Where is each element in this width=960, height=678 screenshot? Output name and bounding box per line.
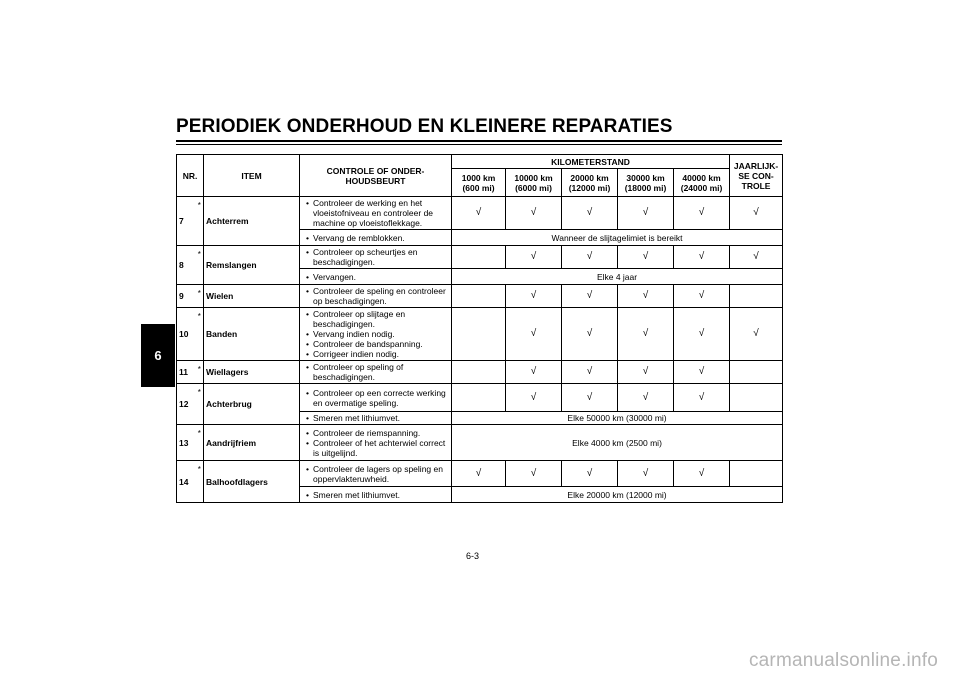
- interval-note: Elke 4 jaar: [452, 269, 783, 285]
- dealer-star-mark: *: [196, 246, 204, 285]
- task-text: Controleer de speling en controleer op beschadigingen.: [313, 286, 446, 306]
- header-km-4: 40000 km (24000 mi): [674, 169, 730, 197]
- control-tasks: [300, 425, 452, 461]
- header-nr: NR.: [177, 155, 204, 197]
- check-mark: √: [506, 197, 562, 230]
- header-km-0: 1000 km (600 mi): [452, 169, 506, 197]
- control-tasks: [300, 361, 452, 384]
- task-item: [304, 464, 449, 484]
- task-item: [304, 309, 449, 329]
- header-kilometerstand: KILOMETERSTAND: [452, 155, 730, 169]
- header-km-2: 20000 km (12000 mi): [562, 169, 618, 197]
- task-item: [304, 413, 449, 423]
- row-number: 8: [177, 246, 196, 285]
- task-text: Controleer of het achterwiel correct is uitgelijnd.: [313, 437, 446, 458]
- check-mark: √: [452, 197, 506, 230]
- check-mark: √: [562, 361, 618, 384]
- interval-note: Elke 20000 km (12000 mi): [452, 487, 783, 503]
- dealer-star-mark: *: [196, 285, 204, 308]
- row-number: 10: [177, 308, 196, 361]
- empty-cell: [730, 285, 783, 308]
- check-mark: √: [506, 461, 562, 487]
- table-row: [177, 425, 783, 461]
- task-text: Controleer de lagers op speling en oppervlakteruwheid.: [313, 463, 443, 484]
- task-text: Controleer de werking en het vloeistofniveau en controleer de machine op vloeistoflekkage.: [313, 198, 434, 228]
- row-number: 12: [177, 384, 196, 425]
- task-item: [304, 490, 449, 500]
- task-text: Corrigeer indien nodig.: [313, 349, 400, 359]
- control-tasks: [300, 412, 452, 425]
- control-tasks: [300, 461, 452, 487]
- task-item: [304, 388, 449, 408]
- empty-cell: [452, 384, 506, 412]
- dealer-star-mark: *: [196, 308, 204, 361]
- dealer-star-mark: *: [196, 461, 204, 503]
- item-name: Remslangen: [204, 246, 300, 285]
- check-mark: √: [674, 308, 730, 361]
- row-number: 14: [177, 461, 196, 503]
- empty-cell: [730, 461, 783, 487]
- task-text: Controleer op slijtage en beschadigingen.: [313, 309, 406, 329]
- task-text: Smeren met lithiumvet.: [313, 489, 400, 500]
- check-mark: √: [562, 384, 618, 412]
- interval-note: Elke 50000 km (30000 mi): [452, 412, 783, 425]
- table-row: [177, 285, 783, 308]
- task-item: [304, 272, 449, 282]
- watermark: carmanualsonline.info: [748, 650, 938, 671]
- task-item: [304, 428, 449, 438]
- task-item: [304, 339, 449, 349]
- check-mark: √: [506, 285, 562, 308]
- dealer-star-mark: *: [196, 384, 204, 425]
- task-item: [304, 233, 449, 243]
- task-item: [304, 438, 449, 458]
- dealer-star-mark: *: [196, 197, 204, 246]
- check-mark: √: [618, 461, 674, 487]
- dealer-star-mark: *: [196, 361, 204, 384]
- check-mark: √: [452, 461, 506, 487]
- check-mark: √: [674, 361, 730, 384]
- check-mark: √: [562, 461, 618, 487]
- header-km-1: 10000 km (6000 mi): [506, 169, 562, 197]
- table-row: [177, 308, 783, 361]
- check-mark: √: [562, 197, 618, 230]
- task-text: Smeren met lithiumvet.: [313, 413, 400, 423]
- table-row: [177, 246, 783, 269]
- row-number: 11: [177, 361, 196, 384]
- item-name: Balhoofdlagers: [204, 461, 300, 503]
- item-name: Wiellagers: [204, 361, 300, 384]
- row-number: 7: [177, 197, 196, 246]
- interval-note: Wanneer de slijtagelimiet is bereikt: [452, 230, 783, 246]
- check-mark: √: [618, 285, 674, 308]
- title-rule-thin: [176, 144, 782, 145]
- task-text: Vervangen.: [313, 271, 357, 282]
- check-mark: √: [562, 285, 618, 308]
- table-row: [177, 461, 783, 487]
- empty-cell: [730, 384, 783, 412]
- task-text: Controleer de riemspanning.: [313, 427, 421, 438]
- check-mark: √: [674, 285, 730, 308]
- control-tasks: [300, 487, 452, 503]
- item-name: Achterrem: [204, 197, 300, 246]
- check-mark: √: [618, 246, 674, 269]
- check-mark: √: [562, 246, 618, 269]
- check-mark: √: [730, 197, 783, 230]
- task-item: [304, 329, 449, 339]
- table-row: [177, 361, 783, 384]
- control-tasks: [300, 308, 452, 361]
- row-number: 13: [177, 425, 196, 461]
- check-mark: √: [674, 197, 730, 230]
- table-row: [177, 197, 783, 230]
- task-text: Vervang de remblokken.: [313, 232, 405, 243]
- item-name: Achterbrug: [204, 384, 300, 425]
- check-mark: √: [506, 246, 562, 269]
- empty-cell: [452, 308, 506, 361]
- check-mark: √: [674, 461, 730, 487]
- header-control: CONTROLE OF ONDER- HOUDSBEURT: [300, 155, 452, 197]
- task-item: [304, 247, 449, 267]
- task-text: Vervang indien nodig.: [313, 329, 395, 339]
- control-tasks: [300, 246, 452, 269]
- empty-cell: [730, 361, 783, 384]
- task-item: [304, 349, 449, 359]
- page-title: PERIODIEK ONDERHOUD EN KLEINERE REPARATIES: [176, 116, 673, 137]
- check-mark: √: [506, 308, 562, 361]
- control-tasks: [300, 197, 452, 230]
- check-mark: √: [506, 361, 562, 384]
- check-mark: √: [618, 197, 674, 230]
- empty-cell: [452, 361, 506, 384]
- dealer-star-mark: *: [196, 425, 204, 461]
- check-mark: √: [506, 384, 562, 412]
- header-annual: JAARLIJK- SE CON- TROLE: [730, 155, 783, 197]
- interval-note: Elke 4000 km (2500 mi): [452, 425, 783, 461]
- header-item: ITEM: [204, 155, 300, 197]
- item-name: Wielen: [204, 285, 300, 308]
- task-item: [304, 286, 449, 306]
- task-text: Controleer op een correcte werking en overmatige speling.: [313, 387, 446, 408]
- control-tasks: [300, 269, 452, 285]
- control-tasks: [300, 285, 452, 308]
- check-mark: √: [562, 308, 618, 361]
- check-mark: √: [618, 308, 674, 361]
- page-number: 6-3: [466, 551, 480, 561]
- task-item: [304, 198, 449, 228]
- control-tasks: [300, 384, 452, 412]
- empty-cell: [452, 246, 506, 269]
- task-text: Controleer op scheurtjes en beschadigingen.: [313, 247, 418, 267]
- check-mark: √: [618, 361, 674, 384]
- task-text: Controleer op speling of beschadigingen.: [313, 362, 404, 382]
- task-item: [304, 362, 449, 382]
- item-name: Aandrijfriem: [204, 425, 300, 461]
- check-mark: √: [674, 384, 730, 412]
- empty-cell: [452, 285, 506, 308]
- task-text: Controleer de bandspanning.: [313, 339, 423, 349]
- control-tasks: [300, 230, 452, 246]
- row-number: 9: [177, 285, 196, 308]
- check-mark: √: [618, 384, 674, 412]
- check-mark: √: [730, 246, 783, 269]
- title-rule: [176, 140, 782, 142]
- check-mark: √: [674, 246, 730, 269]
- item-name: Banden: [204, 308, 300, 361]
- header-km-3: 30000 km (18000 mi): [618, 169, 674, 197]
- check-mark: √: [730, 308, 783, 361]
- maintenance-table: [176, 154, 783, 503]
- table-row: [177, 384, 783, 412]
- chapter-tab: 6: [141, 324, 175, 387]
